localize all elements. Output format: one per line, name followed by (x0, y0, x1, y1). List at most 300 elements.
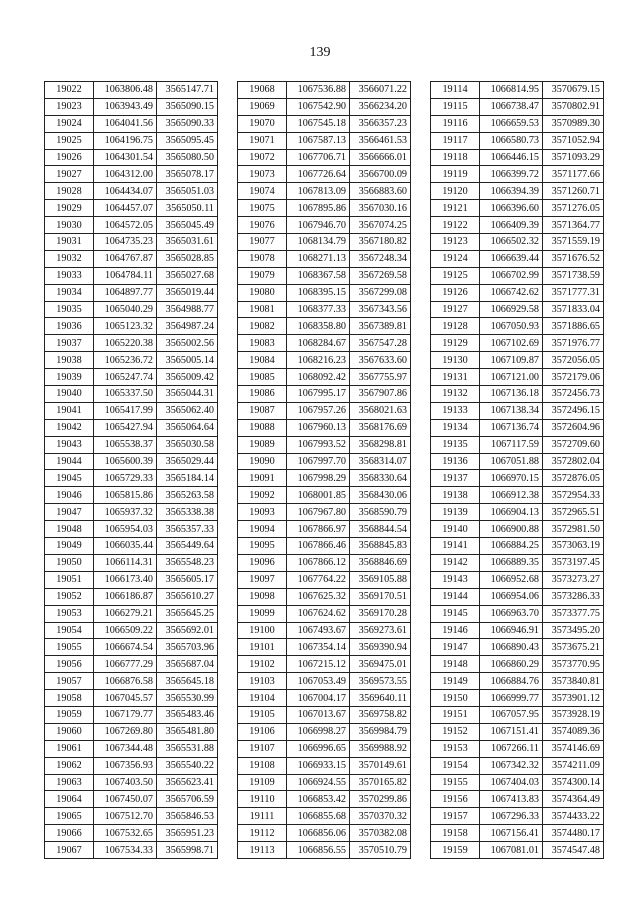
y-coordinate-cell: 3565031.61 (157, 234, 218, 251)
point-id-cell: 19038 (45, 352, 94, 369)
table-row (431, 605, 604, 622)
point-id-cell: 19051 (45, 571, 94, 588)
table-row (45, 82, 218, 99)
x-coordinate-cell: 1068271.13 (287, 250, 350, 267)
x-coordinate-cell: 1067266.11 (480, 740, 543, 757)
point-id-cell: 19124 (431, 250, 480, 267)
table-row (45, 352, 218, 369)
y-coordinate-cell: 3565998.71 (157, 842, 218, 859)
x-coordinate-cell: 1067138.34 (480, 402, 543, 419)
x-coordinate-cell: 1067536.88 (287, 82, 350, 99)
x-coordinate-cell: 1064572.05 (94, 217, 157, 234)
y-coordinate-cell: 3565846.53 (157, 808, 218, 825)
y-coordinate-cell: 3565064.64 (157, 419, 218, 436)
x-coordinate-cell: 1067967.80 (287, 504, 350, 521)
x-coordinate-cell: 1066659.53 (480, 115, 543, 132)
x-coordinate-cell: 1065337.50 (94, 386, 157, 403)
table-row (238, 605, 411, 622)
x-coordinate-cell: 1067156.41 (480, 825, 543, 842)
table-row (238, 352, 411, 369)
x-coordinate-cell: 1066884.76 (480, 673, 543, 690)
table-row (431, 166, 604, 183)
y-coordinate-cell: 3573273.27 (543, 571, 604, 588)
y-coordinate-cell: 3567180.82 (350, 234, 411, 251)
point-id-cell: 19156 (431, 791, 480, 808)
y-coordinate-cell: 3569640.11 (350, 690, 411, 707)
y-coordinate-cell: 3574433.22 (543, 808, 604, 825)
x-coordinate-cell: 1067081.01 (480, 842, 543, 859)
y-coordinate-cell: 3565706.59 (157, 791, 218, 808)
point-id-cell: 19082 (238, 318, 287, 335)
table-row (431, 588, 604, 605)
x-coordinate-cell: 1067109.87 (480, 352, 543, 369)
y-coordinate-cell: 3566700.09 (350, 166, 411, 183)
y-coordinate-cell: 3569170.28 (350, 605, 411, 622)
y-coordinate-cell: 3567907.86 (350, 386, 411, 403)
point-id-cell: 19055 (45, 639, 94, 656)
table-row (45, 183, 218, 200)
x-coordinate-cell: 1067051.88 (480, 453, 543, 470)
point-id-cell: 19084 (238, 352, 287, 369)
y-coordinate-cell: 3571177.66 (543, 166, 604, 183)
table-row (431, 706, 604, 723)
point-id-cell: 19118 (431, 149, 480, 166)
table-row (431, 98, 604, 115)
y-coordinate-cell: 3565147.71 (157, 82, 218, 99)
table-row (45, 656, 218, 673)
y-coordinate-cell: 3564987.24 (157, 318, 218, 335)
point-id-cell: 19097 (238, 571, 287, 588)
y-coordinate-cell: 3571976.77 (543, 335, 604, 352)
x-coordinate-cell: 1067813.09 (287, 183, 350, 200)
point-id-cell: 19148 (431, 656, 480, 673)
point-id-cell: 19091 (238, 470, 287, 487)
x-coordinate-cell: 1064434.07 (94, 183, 157, 200)
x-coordinate-cell: 1067866.97 (287, 521, 350, 538)
table-row (238, 673, 411, 690)
y-coordinate-cell: 3568844.54 (350, 521, 411, 538)
y-coordinate-cell: 3569988.92 (350, 740, 411, 757)
table-row (238, 166, 411, 183)
x-coordinate-cell: 1066970.15 (480, 470, 543, 487)
y-coordinate-cell: 3565623.41 (157, 774, 218, 791)
table-row (45, 115, 218, 132)
coordinate-table-3 (430, 81, 604, 859)
point-id-cell: 19081 (238, 301, 287, 318)
point-id-cell: 19052 (45, 588, 94, 605)
table-row (431, 571, 604, 588)
point-id-cell: 19094 (238, 521, 287, 538)
x-coordinate-cell: 1064312.00 (94, 166, 157, 183)
x-coordinate-cell: 1064767.87 (94, 250, 157, 267)
table-row (431, 538, 604, 555)
x-coordinate-cell: 1067532.65 (94, 825, 157, 842)
point-id-cell: 19032 (45, 250, 94, 267)
point-id-cell: 19137 (431, 470, 480, 487)
table-row (431, 757, 604, 774)
point-id-cell: 19071 (238, 132, 287, 149)
x-coordinate-cell: 1067866.12 (287, 554, 350, 571)
table-row (45, 369, 218, 386)
x-coordinate-cell: 1067344.48 (94, 740, 157, 757)
point-id-cell: 19100 (238, 622, 287, 639)
point-id-cell: 19065 (45, 808, 94, 825)
table-row (431, 369, 604, 386)
point-id-cell: 19155 (431, 774, 480, 791)
x-coordinate-cell: 1067102.69 (480, 335, 543, 352)
table-row (431, 318, 604, 335)
x-coordinate-cell: 1066855.68 (287, 808, 350, 825)
point-id-cell: 19134 (431, 419, 480, 436)
table-row (238, 200, 411, 217)
table-row (431, 825, 604, 842)
table-row (45, 284, 218, 301)
y-coordinate-cell: 3565530.99 (157, 690, 218, 707)
point-id-cell: 19046 (45, 487, 94, 504)
point-id-cell: 19098 (238, 588, 287, 605)
point-id-cell: 19109 (238, 774, 287, 791)
table-row (45, 504, 218, 521)
point-id-cell: 19111 (238, 808, 287, 825)
point-id-cell: 19066 (45, 825, 94, 842)
table-row (238, 538, 411, 555)
x-coordinate-cell: 1068001.85 (287, 487, 350, 504)
point-id-cell: 19103 (238, 673, 287, 690)
point-id-cell: 19130 (431, 352, 480, 369)
table-row (45, 690, 218, 707)
y-coordinate-cell: 3567343.56 (350, 301, 411, 318)
x-coordinate-cell: 1064196.75 (94, 132, 157, 149)
y-coordinate-cell: 3566071.22 (350, 82, 411, 99)
y-coordinate-cell: 3565951.23 (157, 825, 218, 842)
table-row (238, 740, 411, 757)
point-id-cell: 19104 (238, 690, 287, 707)
table-row (45, 706, 218, 723)
x-coordinate-cell: 1066639.44 (480, 250, 543, 267)
y-coordinate-cell: 3573286.33 (543, 588, 604, 605)
point-id-cell: 19045 (45, 470, 94, 487)
y-coordinate-cell: 3568846.69 (350, 554, 411, 571)
y-coordinate-cell: 3570679.15 (543, 82, 604, 99)
y-coordinate-cell: 3565483.46 (157, 706, 218, 723)
point-id-cell: 19060 (45, 723, 94, 740)
x-coordinate-cell: 1067706.71 (287, 149, 350, 166)
y-coordinate-cell: 3565645.18 (157, 673, 218, 690)
table-row (431, 402, 604, 419)
point-id-cell: 19117 (431, 132, 480, 149)
point-id-cell: 19056 (45, 656, 94, 673)
table-row (238, 217, 411, 234)
y-coordinate-cell: 3565002.56 (157, 335, 218, 352)
y-coordinate-cell: 3565090.33 (157, 115, 218, 132)
table-row (431, 656, 604, 673)
table-row (45, 554, 218, 571)
point-id-cell: 19106 (238, 723, 287, 740)
y-coordinate-cell: 3567248.34 (350, 250, 411, 267)
y-coordinate-cell: 3570165.82 (350, 774, 411, 791)
table-row (45, 605, 218, 622)
x-coordinate-cell: 1065954.03 (94, 521, 157, 538)
table-row (238, 706, 411, 723)
x-coordinate-cell: 1067534.33 (94, 842, 157, 859)
x-coordinate-cell: 1066114.31 (94, 554, 157, 571)
point-id-cell: 19022 (45, 82, 94, 99)
x-coordinate-cell: 1065220.38 (94, 335, 157, 352)
point-id-cell: 19079 (238, 267, 287, 284)
point-id-cell: 19041 (45, 402, 94, 419)
point-id-cell: 19140 (431, 521, 480, 538)
point-id-cell: 19152 (431, 723, 480, 740)
x-coordinate-cell: 1066998.27 (287, 723, 350, 740)
x-coordinate-cell: 1066904.13 (480, 504, 543, 521)
x-coordinate-cell: 1067354.14 (287, 639, 350, 656)
table-row (45, 673, 218, 690)
table-row (431, 521, 604, 538)
point-id-cell: 19047 (45, 504, 94, 521)
table-row (45, 200, 218, 217)
y-coordinate-cell: 3565051.03 (157, 183, 218, 200)
y-coordinate-cell: 3565030.58 (157, 436, 218, 453)
y-coordinate-cell: 3573197.45 (543, 554, 604, 571)
table-row (238, 115, 411, 132)
point-id-cell: 19078 (238, 250, 287, 267)
table-row (238, 521, 411, 538)
table-row (238, 690, 411, 707)
table-row (45, 267, 218, 284)
y-coordinate-cell: 3574547.48 (543, 842, 604, 859)
table-row (45, 723, 218, 740)
x-coordinate-cell: 1066396.60 (480, 200, 543, 217)
point-id-cell: 19132 (431, 386, 480, 403)
table-row (431, 234, 604, 251)
y-coordinate-cell: 3567389.81 (350, 318, 411, 335)
point-id-cell: 19057 (45, 673, 94, 690)
point-id-cell: 19125 (431, 267, 480, 284)
y-coordinate-cell: 3565095.45 (157, 132, 218, 149)
y-coordinate-cell: 3571777.31 (543, 284, 604, 301)
x-coordinate-cell: 1067045.57 (94, 690, 157, 707)
x-coordinate-cell: 1067960.13 (287, 419, 350, 436)
table-row (431, 808, 604, 825)
y-coordinate-cell: 3571559.19 (543, 234, 604, 251)
x-coordinate-cell: 1067998.29 (287, 470, 350, 487)
point-id-cell: 19135 (431, 436, 480, 453)
x-coordinate-cell: 1066814.95 (480, 82, 543, 99)
table-row (431, 419, 604, 436)
point-id-cell: 19151 (431, 706, 480, 723)
y-coordinate-cell: 3571738.59 (543, 267, 604, 284)
x-coordinate-cell: 1067895.86 (287, 200, 350, 217)
table-row (238, 774, 411, 791)
x-coordinate-cell: 1066946.91 (480, 622, 543, 639)
x-coordinate-cell: 1066912.38 (480, 487, 543, 504)
point-id-cell: 19113 (238, 842, 287, 859)
y-coordinate-cell: 3568021.63 (350, 402, 411, 419)
table-row (45, 470, 218, 487)
table-row (238, 335, 411, 352)
x-coordinate-cell: 1066394.39 (480, 183, 543, 200)
y-coordinate-cell: 3571093.29 (543, 149, 604, 166)
point-id-cell: 19142 (431, 554, 480, 571)
y-coordinate-cell: 3572056.05 (543, 352, 604, 369)
y-coordinate-cell: 3571052.94 (543, 132, 604, 149)
table-row (45, 386, 218, 403)
point-id-cell: 19122 (431, 217, 480, 234)
y-coordinate-cell: 3567030.16 (350, 200, 411, 217)
x-coordinate-cell: 1068377.33 (287, 301, 350, 318)
point-id-cell: 19102 (238, 656, 287, 673)
table-row (45, 791, 218, 808)
table-row (45, 318, 218, 335)
x-coordinate-cell: 1067342.32 (480, 757, 543, 774)
x-coordinate-cell: 1066924.55 (287, 774, 350, 791)
y-coordinate-cell: 3573377.75 (543, 605, 604, 622)
x-coordinate-cell: 1066409.39 (480, 217, 543, 234)
y-coordinate-cell: 3568590.79 (350, 504, 411, 521)
x-coordinate-cell: 1067493.67 (287, 622, 350, 639)
point-id-cell: 19127 (431, 301, 480, 318)
point-id-cell: 19059 (45, 706, 94, 723)
x-coordinate-cell: 1065123.32 (94, 318, 157, 335)
x-coordinate-cell: 1066853.42 (287, 791, 350, 808)
point-id-cell: 19105 (238, 706, 287, 723)
x-coordinate-cell: 1067957.26 (287, 402, 350, 419)
x-coordinate-cell: 1067542.90 (287, 98, 350, 115)
point-id-cell: 19136 (431, 453, 480, 470)
x-coordinate-cell: 1066580.73 (480, 132, 543, 149)
y-coordinate-cell: 3568430.06 (350, 487, 411, 504)
y-coordinate-cell: 3565481.80 (157, 723, 218, 740)
y-coordinate-cell: 3566666.01 (350, 149, 411, 166)
table-row (431, 554, 604, 571)
y-coordinate-cell: 3565005.14 (157, 352, 218, 369)
table-row (238, 757, 411, 774)
table-row (45, 825, 218, 842)
x-coordinate-cell: 1066446.15 (480, 149, 543, 166)
x-coordinate-cell: 1067151.41 (480, 723, 543, 740)
point-id-cell: 19063 (45, 774, 94, 791)
point-id-cell: 19088 (238, 419, 287, 436)
x-coordinate-cell: 1067946.70 (287, 217, 350, 234)
point-id-cell: 19025 (45, 132, 94, 149)
y-coordinate-cell: 3570149.61 (350, 757, 411, 774)
table-row (431, 267, 604, 284)
table-row (431, 842, 604, 859)
x-coordinate-cell: 1066173.40 (94, 571, 157, 588)
table-row (431, 774, 604, 791)
point-id-cell: 19089 (238, 436, 287, 453)
x-coordinate-cell: 1063943.49 (94, 98, 157, 115)
point-id-cell: 19129 (431, 335, 480, 352)
y-coordinate-cell: 3569273.61 (350, 622, 411, 639)
point-id-cell: 19070 (238, 115, 287, 132)
y-coordinate-cell: 3574211.09 (543, 757, 604, 774)
x-coordinate-cell: 1067413.83 (480, 791, 543, 808)
y-coordinate-cell: 3569105.88 (350, 571, 411, 588)
x-coordinate-cell: 1064457.07 (94, 200, 157, 217)
y-coordinate-cell: 3573928.19 (543, 706, 604, 723)
y-coordinate-cell: 3565019.44 (157, 284, 218, 301)
y-coordinate-cell: 3572496.15 (543, 402, 604, 419)
y-coordinate-cell: 3574146.69 (543, 740, 604, 757)
table-row (45, 538, 218, 555)
x-coordinate-cell: 1067624.62 (287, 605, 350, 622)
point-id-cell: 19029 (45, 200, 94, 217)
y-coordinate-cell: 3565548.23 (157, 554, 218, 571)
y-coordinate-cell: 3571364.77 (543, 217, 604, 234)
x-coordinate-cell: 1065247.74 (94, 369, 157, 386)
y-coordinate-cell: 3569390.94 (350, 639, 411, 656)
x-coordinate-cell: 1066884.25 (480, 538, 543, 555)
table-row (431, 740, 604, 757)
table-row (45, 740, 218, 757)
point-id-cell: 19133 (431, 402, 480, 419)
point-id-cell: 19099 (238, 605, 287, 622)
table-row (238, 504, 411, 521)
x-coordinate-cell: 1066889.35 (480, 554, 543, 571)
point-id-cell: 19153 (431, 740, 480, 757)
point-id-cell: 19116 (431, 115, 480, 132)
x-coordinate-cell: 1066860.29 (480, 656, 543, 673)
x-coordinate-cell: 1067403.50 (94, 774, 157, 791)
x-coordinate-cell: 1065427.94 (94, 419, 157, 436)
point-id-cell: 19138 (431, 487, 480, 504)
table-row (45, 132, 218, 149)
x-coordinate-cell: 1066999.77 (480, 690, 543, 707)
x-coordinate-cell: 1067866.46 (287, 538, 350, 555)
x-coordinate-cell: 1067512.70 (94, 808, 157, 825)
table-row (45, 757, 218, 774)
table-row (238, 183, 411, 200)
page-number: 139 (309, 45, 331, 60)
point-id-cell: 19139 (431, 504, 480, 521)
table-row (431, 284, 604, 301)
x-coordinate-cell: 1065937.32 (94, 504, 157, 521)
table-row (431, 183, 604, 200)
table-row (431, 622, 604, 639)
point-id-cell: 19095 (238, 538, 287, 555)
x-coordinate-cell: 1067053.49 (287, 673, 350, 690)
x-coordinate-cell: 1066952.68 (480, 571, 543, 588)
table-row (45, 149, 218, 166)
table-row (45, 402, 218, 419)
point-id-cell: 19158 (431, 825, 480, 842)
point-id-cell: 19062 (45, 757, 94, 774)
table-row (238, 571, 411, 588)
table-row (45, 588, 218, 605)
y-coordinate-cell: 3572965.51 (543, 504, 604, 521)
y-coordinate-cell: 3567299.08 (350, 284, 411, 301)
x-coordinate-cell: 1067356.93 (94, 757, 157, 774)
table-row (238, 419, 411, 436)
table-row (431, 352, 604, 369)
y-coordinate-cell: 3573675.21 (543, 639, 604, 656)
point-id-cell: 19036 (45, 318, 94, 335)
y-coordinate-cell: 3572876.05 (543, 470, 604, 487)
table-row (431, 690, 604, 707)
point-id-cell: 19077 (238, 234, 287, 251)
table-row (431, 723, 604, 740)
point-id-cell: 19087 (238, 402, 287, 419)
y-coordinate-cell: 3571676.52 (543, 250, 604, 267)
x-coordinate-cell: 1067057.95 (480, 706, 543, 723)
y-coordinate-cell: 3565029.44 (157, 453, 218, 470)
point-id-cell: 19083 (238, 335, 287, 352)
point-id-cell: 19080 (238, 284, 287, 301)
coordinate-table-2 (237, 81, 411, 859)
table-row (238, 470, 411, 487)
x-coordinate-cell: 1068216.23 (287, 352, 350, 369)
